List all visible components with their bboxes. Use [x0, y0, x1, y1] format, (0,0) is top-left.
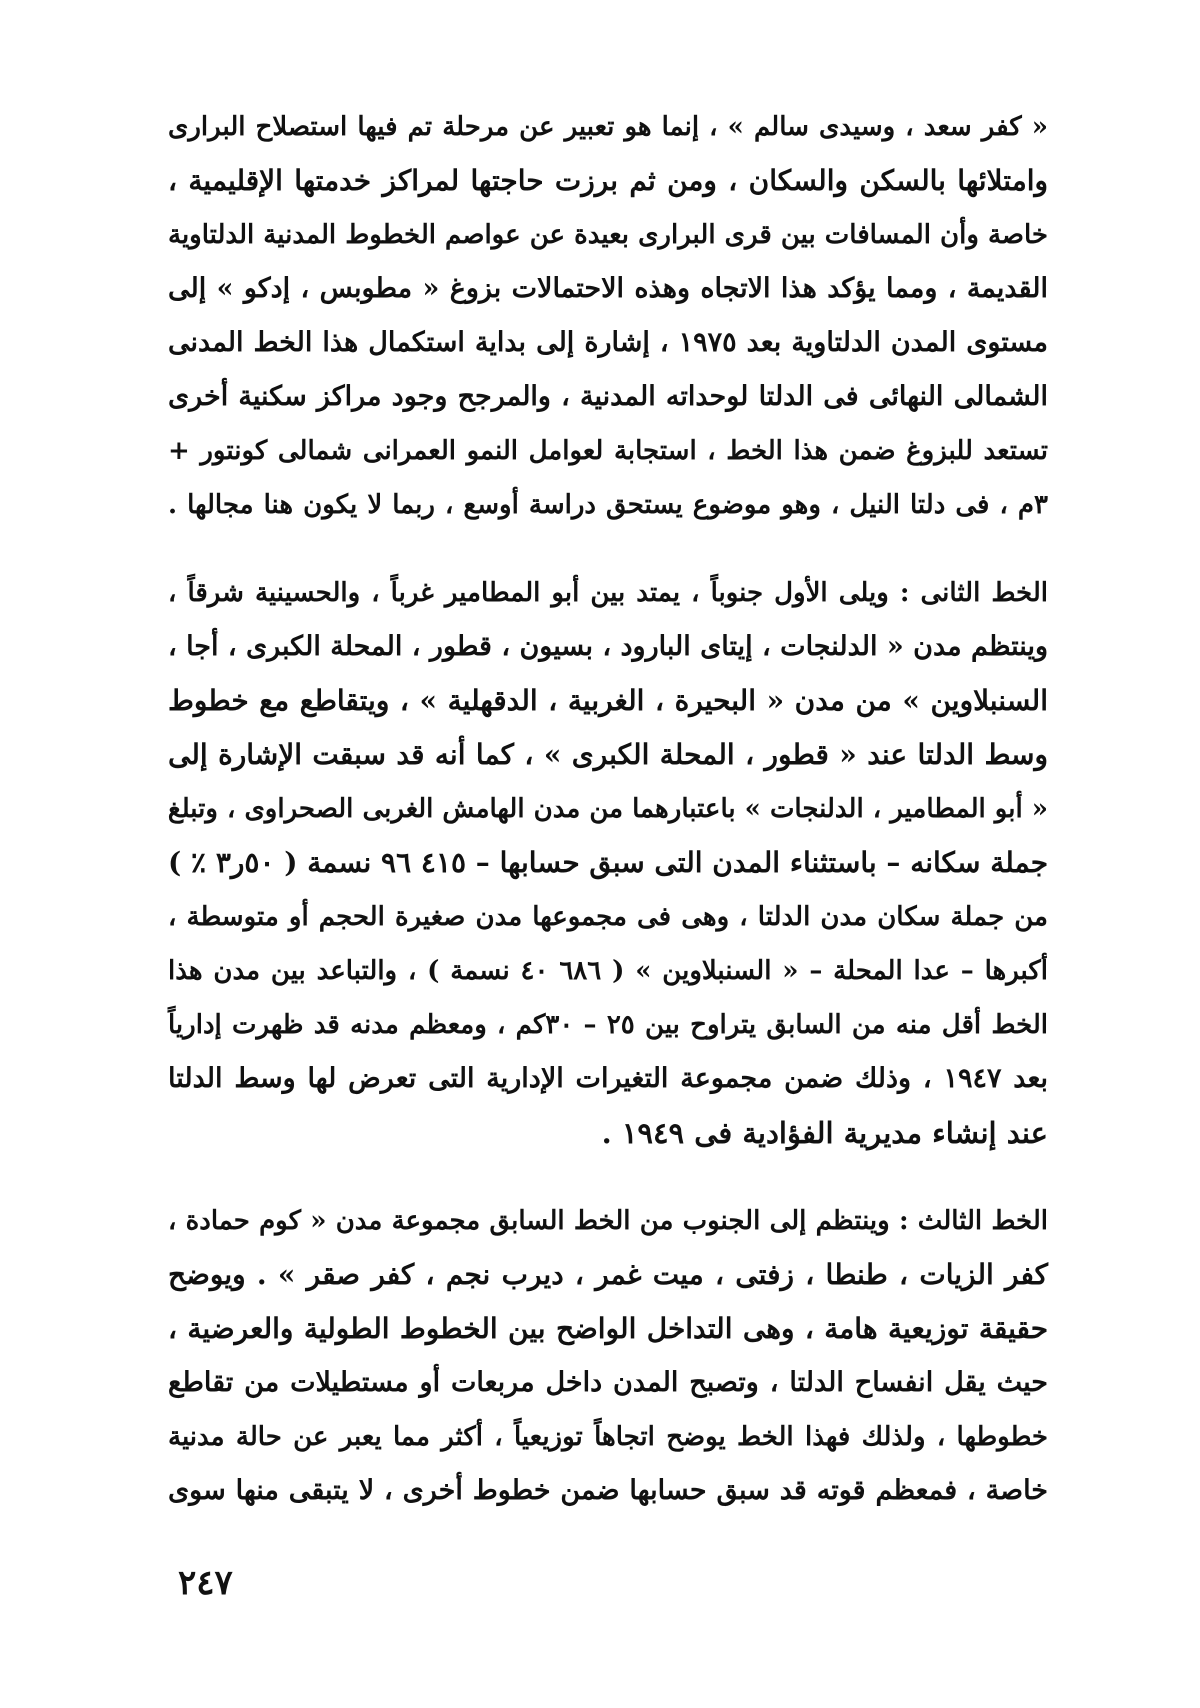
- text-line: جملة سكانه – باستثناء المدن التى سبق حسابها – ٤١٥ ٩٦ نسمة ( ٥٠ر٣ ٪ ): [168, 846, 1049, 879]
- text-line: « أبو المطامير ، الدلنجات » باعتبارهما من مدن الهامش الغربى الصحراوى ، وتبلغ: [167, 794, 1048, 824]
- text-line: خاصة وأن المسافات بين قرى البرارى بعيدة عن عواصم الخطوط المدنية الدلتاوية: [168, 220, 1048, 250]
- text-line: الخط الثالث : وينتظم إلى الجنوب من الخط السابق مجموعة مدن « كوم حمادة ،: [168, 1206, 1048, 1236]
- page-body: [168, 100, 1048, 1518]
- text-line: تستعد للبزوغ ضمن هذا الخط ، استجابة لعوامل النمو العمرانى شمالى كونتور +: [168, 436, 1048, 466]
- paragraph-second-line: [168, 566, 1048, 1160]
- paragraph-gap: [168, 1160, 1048, 1194]
- text-line: القديمة ، ومما يؤكد هذا الاتجاه وهذه الاحتمالات بزوغ « مطوبس ، إدكو » إلى: [168, 273, 1048, 304]
- text-line: وامتلائها بالسكن والسكان ، ومن ثم برزت حاجتها لمراكز خدمتها الإقليمية ،: [168, 164, 1048, 197]
- text-line: ٣م ، فى دلتا النيل ، وهو موضوع يستحق دراسة أوسع ، ربما لا يكون هنا مجالها .: [168, 490, 1048, 520]
- text-line: حيث يقل انفساح الدلتا ، وتصبح المدن داخل مربعات أو مستطيلات من تقاطع: [168, 1367, 1048, 1398]
- text-line: الخط أقل منه من السابق يتراوح بين ٢٥ – ٣٠كم ، ومعظم مدنه قد ظهرت إدارياً: [168, 1010, 1049, 1040]
- text-line: وينتظم مدن « الدلنجات ، إيتاى البارود ، بسيون ، قطور ، المحلة الكبرى ، أجا ،: [167, 631, 1048, 662]
- page-number: ٢٤٧: [178, 1563, 233, 1603]
- text-line: حقيقة توزيعية هامة ، وهى التداخل الواضح بين الخطوط الطولية والعرضية ،: [168, 1312, 1048, 1345]
- text-line: من جملة سكان مدن الدلتا ، وهى فى مجموعها مدن صغيرة الحجم أو متوسطة ،: [168, 902, 1048, 932]
- text-line: الخط الثانى : ويلى الأول جنوباً ، يمتد بين أبو المطامير غرباً ، والحسينية شرقاً ،: [168, 578, 1048, 608]
- paragraph-northern-line: [168, 100, 1048, 532]
- text-line: « كفر سعد ، وسيدى سالم » ، إنما هو تعبير عن مرحلة تم فيها استصلاح البرارى: [168, 112, 1048, 142]
- text-line: السنبلاوين » من مدن « البحيرة ، الغربية ، الدقهلية » ، ويتقاطع مع خطوط: [168, 684, 1048, 717]
- text-line: وسط الدلتا عند « قطور ، المحلة الكبرى » ، كما أنه قد سبقت الإشارة إلى: [168, 738, 1048, 771]
- paragraph-gap: [168, 532, 1048, 566]
- text-line: أكبرها – عدا المحلة – « السنبلاوين » ( ٦٨٦ ٤٠ نسمة ) ، والتباعد بين مدن هذا: [168, 956, 1048, 986]
- paragraph-third-line: [168, 1194, 1048, 1518]
- text-line: عند إنشاء مديرية الفؤادية فى ١٩٤٩ .: [601, 1116, 1048, 1150]
- text-line: كفر الزيات ، طنطا ، زفتى ، ميت غمر ، ديرب نجم ، كفر صقر » . ويوضح: [168, 1258, 1048, 1291]
- text-line: الشمالى النهائى فى الدلتا لوحداته المدنية ، والمرجح وجود مراكز سكنية أخرى: [168, 381, 1048, 412]
- text-line: بعد ١٩٤٧ ، وذلك ضمن مجموعة التغيرات الإدارية التى تعرض لها وسط الدلتا: [168, 1063, 1048, 1094]
- text-line: خاصة ، فمعظم قوته قد سبق حسابها ضمن خطوط أخرى ، لا يتبقى منها سوى: [168, 1475, 1048, 1506]
- text-line: خطوطها ، ولذلك فهذا الخط يوضح اتجاهاً توزيعياً ، أكثر مما يعبر عن حالة مدنية: [168, 1422, 1048, 1452]
- text-line: مستوى المدن الدلتاوية بعد ١٩٧٥ ، إشارة إلى بداية استكمال هذا الخط المدنى: [168, 327, 1048, 358]
